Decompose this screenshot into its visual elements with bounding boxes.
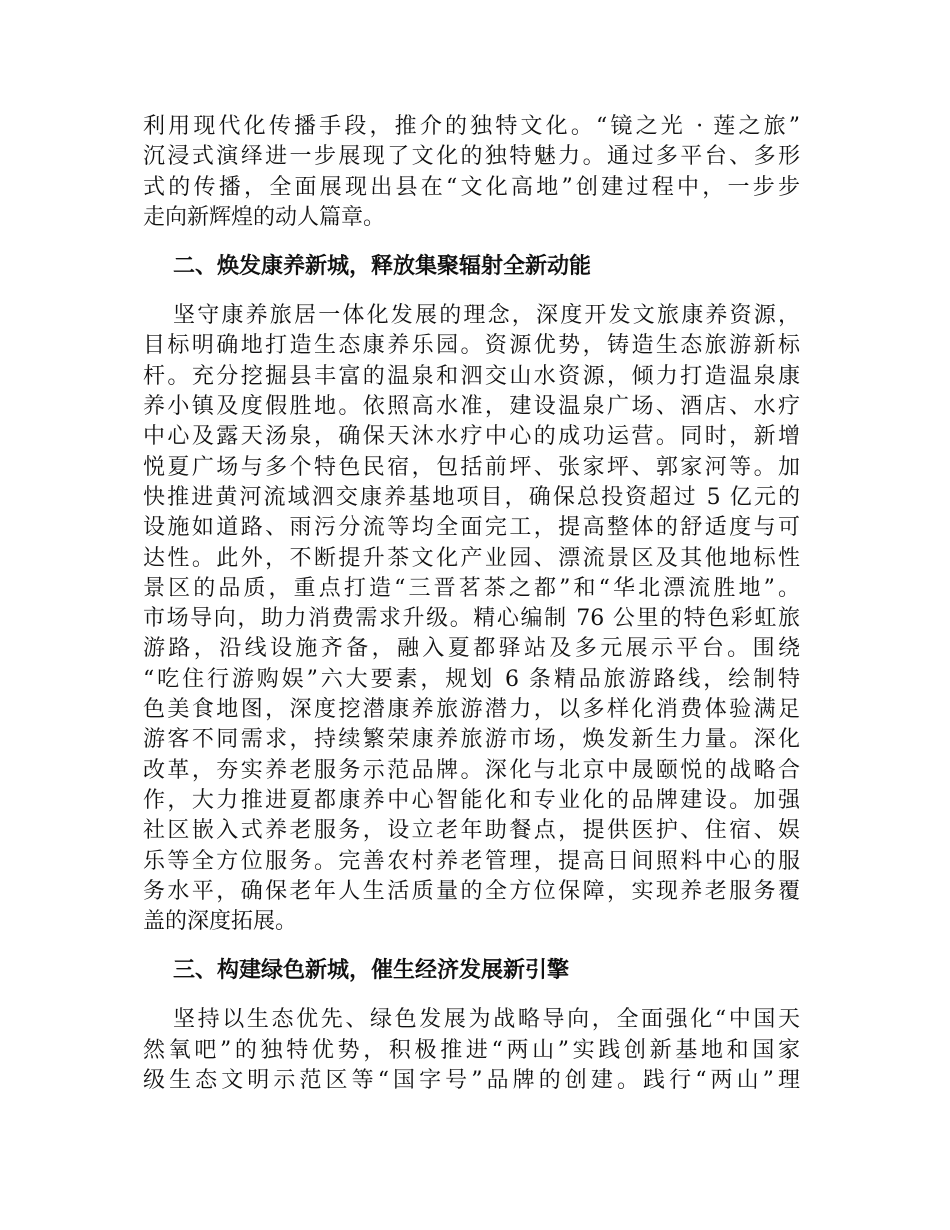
text-line: 坚持以生态优先、绿色发展为战略导向，全面强化“中国天	[173, 1007, 800, 1033]
text-line: 务水平，确保老年人生活质量的全方位保障，实现养老服务覆	[143, 878, 800, 904]
text-line: 景区的品质，重点打造“三晋茗茶之都”和“华北漂流胜地”。	[143, 575, 800, 601]
text-line: 改革，夯实养老服务示范品牌。深化与北京中晟颐悦的战略合	[143, 757, 800, 783]
text-line: 快推进黄河流域泗交康养基地项目，确保总投资超过 5 亿元的	[143, 484, 800, 510]
text-line: 游客不同需求，持续繁荣康养旅游市场，焕发新生力量。深化	[143, 727, 800, 753]
document-page	[143, 112, 800, 1096]
text-line: 游路，沿线设施齐备，融入夏都驿站及多元展示平台。围绕	[143, 636, 800, 662]
paragraph	[143, 301, 800, 937]
text-line: 市场导向，助力消费需求升级。精心编制 76 公里的特色彩虹旅	[143, 606, 800, 632]
text-line: 走向新辉煌的动人篇章。	[143, 204, 386, 230]
text-line: 养小镇及度假胜地。依照高水准，建设温泉广场、酒店、水疗	[143, 394, 800, 420]
text-line: 中心及露天汤泉，确保天沐水疗中心的成功运营。同时，新增	[143, 424, 800, 450]
text-line: “吃住行游购娱”六大要素，规划 6 条精品旅游路线，绘制特	[143, 666, 800, 692]
paragraph	[143, 1005, 800, 1096]
text-line: 杆。充分挖掘县丰富的温泉和泗交山水资源，倾力打造温泉康	[143, 363, 800, 389]
section-heading: 三、构建绿色新城，催生经济发展新引擎	[173, 958, 570, 984]
text-line: 目标明确地打造生态康养乐园。资源优势，铸造生态旅游新标	[143, 333, 800, 359]
text-line: 达性。此外，不断提升茶文化产业园、漂流景区及其他地标性	[143, 545, 800, 571]
text-line: 社区嵌入式养老服务，设立老年助餐点，提供医护、住宿、娱	[143, 818, 800, 844]
text-line: 级生态文明示范区等“国字号”品牌的创建。践行“两山”理	[143, 1068, 800, 1094]
text-line: 然氧吧”的独特优势，积极推进“两山”实践创新基地和国家	[143, 1037, 800, 1063]
text-line: 沉浸式演绎进一步展现了文化的独特魅力。通过多平台、多形	[143, 144, 800, 170]
paragraph	[143, 112, 800, 233]
section-heading: 二、焕发康养新城，释放集聚辐射全新动能	[173, 254, 592, 280]
text-line: 利用现代化传播手段，推介的独特文化。“镜之光 · 莲之旅”	[143, 114, 800, 139]
text-line: 乐等全方位服务。完善农村养老管理，提高日间照料中心的服	[143, 848, 800, 874]
text-line: 盖的深度拓展。	[143, 909, 298, 935]
text-line: 作，大力推进夏都康养中心智能化和专业化的品牌建设。加强	[143, 787, 800, 813]
text-line: 色美食地图，深度挖潜康养旅游潜力，以多样化消费体验满足	[143, 697, 800, 723]
text-line: 坚守康养旅居一体化发展的理念，深度开发文旅康养资源，	[173, 303, 800, 329]
text-line: 设施如道路、雨污分流等均全面完工，提高整体的舒适度与可	[143, 515, 800, 541]
text-line: 悦夏广场与多个特色民宿，包括前坪、张家坪、郭家河等。加	[143, 454, 800, 480]
text-line: 式的传播，全面展现出县在“文化高地”创建过程中，一步步	[143, 174, 800, 200]
